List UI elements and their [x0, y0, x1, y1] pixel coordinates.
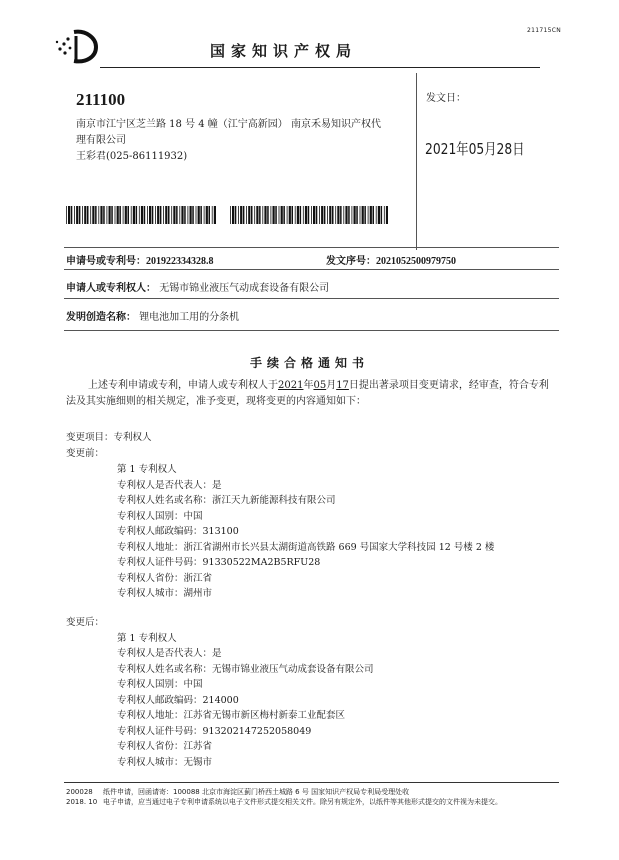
- notice-body: [66, 378, 558, 410]
- address-line-2: 理有限公司: [76, 135, 126, 146]
- after-line: 专利权人是否代表人：是: [117, 648, 222, 659]
- notice-text: 年: [303, 380, 314, 391]
- notice-text: 上述专利申请或专利，申请人或专利权人于: [88, 380, 278, 391]
- before-line: 专利权人是否代表人：是: [117, 480, 222, 491]
- applicant-label: 申请人或专利权人：: [66, 283, 156, 294]
- notice-text: 月: [326, 380, 337, 391]
- footer-code-2: 2018. 10: [66, 798, 98, 806]
- form-code: 211715CN: [527, 27, 561, 34]
- barcode-left: [66, 206, 218, 224]
- office-name: 国家知识产权局: [210, 42, 358, 60]
- application-number: 201922334328.8: [146, 256, 214, 267]
- footer-divider: [64, 782, 559, 783]
- divider: [64, 247, 559, 248]
- cnipa-logo-icon: [52, 26, 104, 66]
- after-line: 专利权人邮政编码：214000: [117, 695, 239, 706]
- footer-form-code: [66, 787, 97, 807]
- applicant: 无锡市锦业液压气动成套设备有限公司: [159, 283, 330, 294]
- before-line: 专利权人省份：浙江省: [117, 573, 213, 584]
- footer-line-2: 电子申请，应当通过电子专利申请系统以电子文件形式提交相关文件。除另有规定外，以纸件等其他形式提交的文件视为未提交。: [103, 798, 502, 806]
- recipient-address: [76, 117, 416, 165]
- application-number-label: 申请号或专利号：: [66, 256, 146, 267]
- before-line: 专利权人证件号码：91330522MA2B5RFU28: [117, 557, 321, 568]
- after-line: 专利权人城市：无锡市: [117, 757, 213, 768]
- notice-text: 日提出著录项目变更请求，经审查，符合专利法及其实施细则的相关规定，准予变更，现将变更的内容通知如下：: [66, 380, 549, 407]
- postcode: 211100: [76, 90, 126, 109]
- contact: 王彩君(025-86111932): [76, 151, 188, 162]
- divider: [64, 330, 559, 331]
- application-number-row: [66, 252, 214, 267]
- footer-line-1: 纸件申请，回函请寄：100088 北京市海淀区蓟门桥西土城路 6 号 国家知识产权局专利局受理处收: [103, 788, 410, 796]
- after-line: 专利权人省份：江苏省: [117, 741, 213, 752]
- send-date-label: 发文日：: [426, 93, 466, 104]
- request-day: 17: [336, 380, 349, 391]
- notice-title: 手续合格通知书: [249, 356, 369, 370]
- after-label: 变更后：: [66, 617, 105, 628]
- applicant-row: [66, 279, 329, 294]
- header-vertical-divider: [416, 73, 417, 250]
- footer-code-1: 200028: [66, 788, 93, 796]
- send-date: 2021年05月28日: [425, 140, 525, 158]
- before-line: 专利权人地址：浙江省湖州市长兴县太湖街道高铁路 669 号国家大学科技园 12 号楼 2 楼: [117, 542, 495, 553]
- document-serial-row: [326, 252, 456, 267]
- divider: [64, 269, 559, 270]
- document-serial-label: 发文序号：: [326, 256, 376, 267]
- before-line: 专利权人邮政编码：313100: [117, 526, 239, 537]
- header-divider: [100, 67, 540, 68]
- after-line: 专利权人证件号码：913202147252058049: [117, 726, 312, 737]
- before-label: 变更前：: [66, 448, 105, 459]
- invention-label: 发明创造名称：: [66, 312, 136, 323]
- divider: [64, 298, 559, 299]
- after-line: 专利权人国别：中国: [117, 679, 203, 690]
- request-year: 2021: [278, 380, 304, 391]
- after-line: 专利权人姓名或名称：无锡市锦业液压气动成套设备有限公司: [117, 664, 374, 675]
- after-line: 第 1 专利权人: [117, 633, 177, 644]
- invention-row: [66, 308, 239, 323]
- after-line: 专利权人地址：江苏省无锡市新区梅村新泰工业配套区: [117, 710, 346, 721]
- change-item: 变更项目：专利权人: [66, 432, 152, 443]
- before-line: 专利权人国别：中国: [117, 511, 203, 522]
- invention: 锂电池加工用的分条机: [139, 312, 240, 323]
- request-month: 05: [313, 380, 327, 391]
- before-line: 专利权人姓名或名称：浙江天九新能源科技有限公司: [117, 495, 336, 506]
- before-line: 专利权人城市：湖州市: [117, 588, 213, 599]
- document-serial: 2021052500979750: [376, 256, 456, 267]
- before-line: 第 1 专利权人: [117, 464, 177, 475]
- footer-notes: [103, 787, 559, 807]
- address-line-1: 南京市江宁区芝兰路 18 号 4 幢（江宁高新园） 南京禾易知识产权代: [76, 119, 381, 130]
- barcode-right: [230, 206, 388, 224]
